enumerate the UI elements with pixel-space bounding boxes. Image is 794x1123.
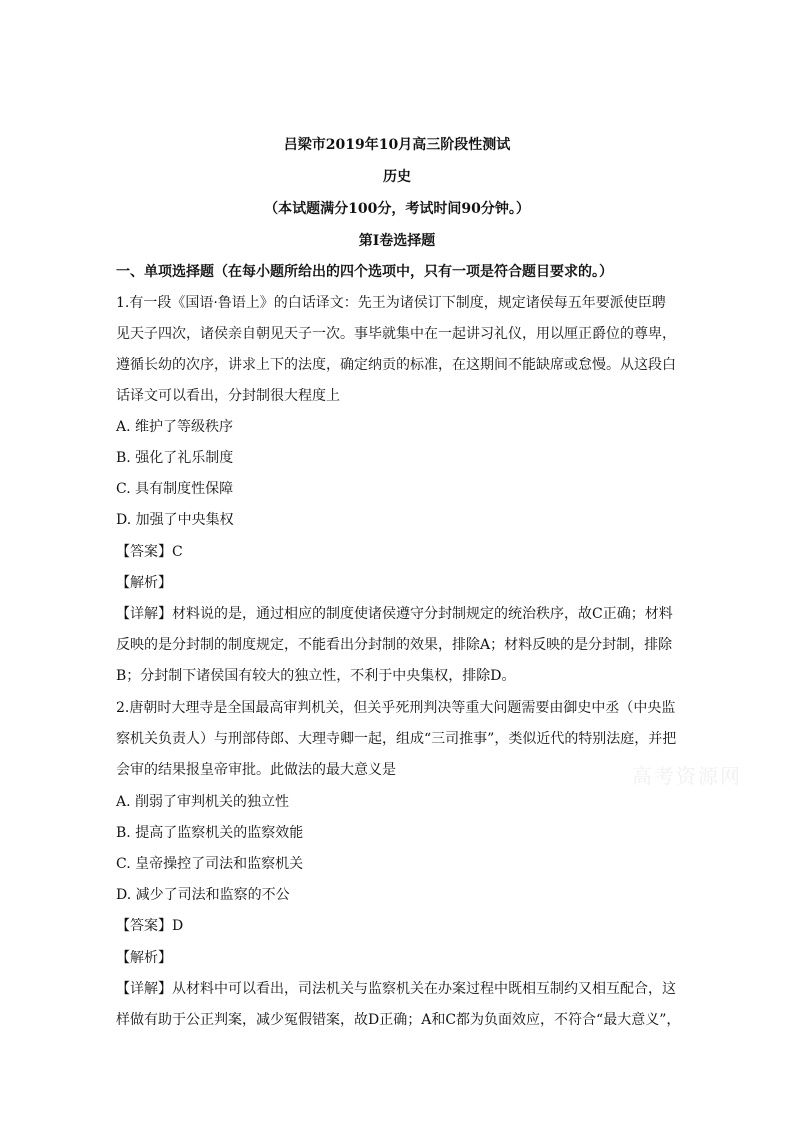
q1-option-d: D. 加强了中央集权	[116, 512, 234, 528]
q2-option-c: C. 皇帝操控了司法和监察机关	[116, 856, 304, 872]
q1-stem-line: 1.有一段《国语·鲁语上》的白话译文：先王为诸侯订下制度，规定诸侯每五年要派使臣聘	[116, 295, 666, 311]
q1-stem-line: 话译文可以看出，分封制很大程度上	[116, 388, 340, 404]
q1-analysis-label: 【解析】	[116, 575, 172, 591]
watermark: 高考资源网	[632, 764, 742, 788]
q1-detail-line: 【详解】材料说的是，通过相应的制度使诸侯遵守分封制规定的统治秩序，故C正确；材料	[116, 606, 673, 622]
exam-note: （本试题满分100分，考试时间90分钟。）	[264, 201, 530, 217]
q1-detail-line: 反映的是分封制的制度规定，不能看出分封制的效果，排除A；材料反映的是分封制，排除	[116, 637, 673, 653]
q1-option-c: C. 具有制度性保障	[116, 481, 234, 497]
q2-analysis-label: 【解析】	[116, 950, 172, 966]
q2-stem-line: 察机关负责人）与刑部侍郎、大理寺卿一起，组成“三司推事”，类似近代的特别法庭，并把	[116, 731, 677, 747]
q1-stem-line: 遵循长幼的次序，讲求上下的法度，确定纳贡的标准，在这期间不能缺席或怠慢。从这段白	[116, 357, 676, 373]
subject-title: 历史	[383, 169, 411, 185]
q2-option-b: B. 提高了监察机关的监察效能	[116, 825, 304, 841]
q2-answer: 【答案】D	[116, 918, 184, 934]
q1-answer: 【答案】C	[116, 544, 183, 560]
q1-stem-line: 见天子四次，诸侯亲自朝见天子一次。事毕就集中在一起讲习礼仪，用以厘正爵位的尊卑，	[116, 326, 676, 342]
q2-stem-line: 会审的结果报皇帝审批。此做法的最大意义是	[116, 762, 396, 778]
exam-title: 吕梁市2019年10月高三阶段性测试	[283, 137, 511, 153]
q2-detail-line: 【详解】从材料中可以看出，司法机关与监察机关在办案过程中既相互制约又相互配合，这	[116, 981, 676, 997]
volume-title: 第Ⅰ卷选择题	[358, 233, 436, 249]
q2-option-d: D. 减少了司法和监察的不公	[116, 887, 290, 903]
section-heading: 一、单项选择题（在每小题所给出的四个选项中，只有一项是符合题目要求的。）	[116, 264, 613, 280]
q1-option-a: A. 维护了等级秩序	[116, 419, 234, 435]
q1-detail-line: B；分封制下诸侯国有较大的独立性，不利于中央集权，排除D。	[116, 668, 516, 684]
q2-stem-line: 2.唐朝时大理寺是全国最高审判机关，但关乎死刑判决等重大问题需要由御史中丞（中央监	[116, 700, 676, 716]
q1-option-b: B. 强化了礼乐制度	[116, 450, 234, 466]
q2-option-a: A. 削弱了审判机关的独立性	[116, 794, 290, 810]
q2-detail-line: 样做有助于公正判案，减少冤假错案，故D正确；A和C都为负面效应，不符合“最大意义”，	[116, 1012, 681, 1028]
